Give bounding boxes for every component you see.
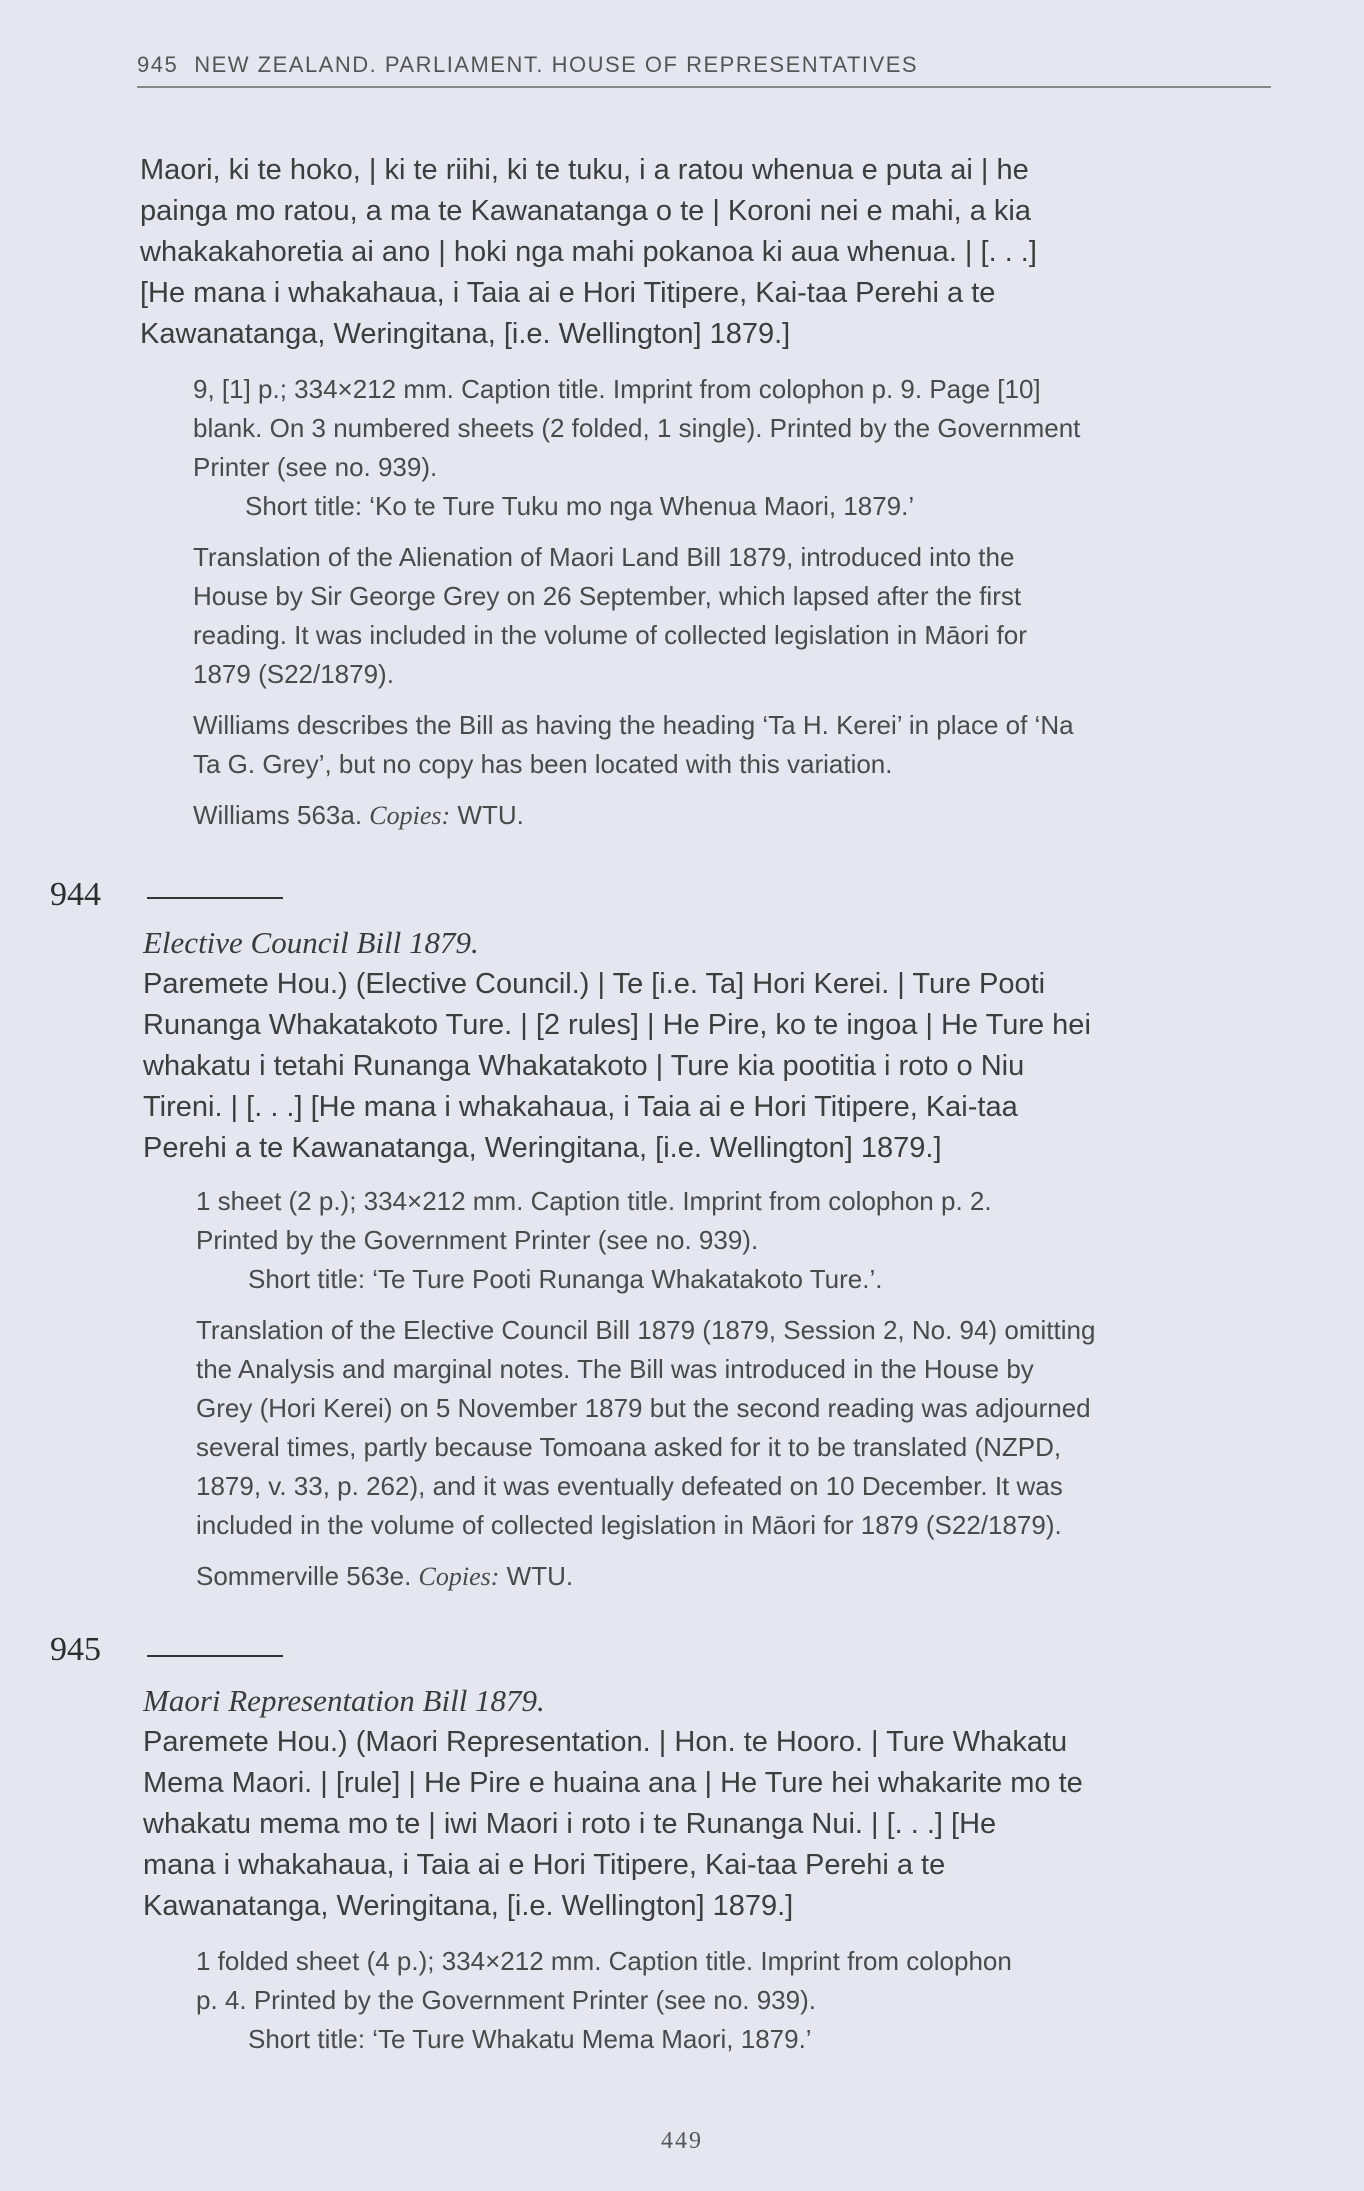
note-line: several times, partly because Tomoana asked for it to be translated (NZPD, — [196, 1432, 1062, 1462]
note-line: 1879 (S22/1879). — [193, 659, 394, 689]
short-title: Short title: ‘Te Ture Pooti Runanga Whakatakoto Ture.’. — [248, 1264, 883, 1294]
note-line: reading. It was included in the volume of collected legislation in Māori for — [193, 620, 1027, 650]
body-line: whakatu mema mo te | iwi Maori i roto i te Runanga Nui. | [. . .] [He — [143, 1808, 997, 1840]
collation-line: p. 4. Printed by the Government Printer (see no. 939). — [196, 1985, 816, 2015]
entry-rule — [147, 897, 283, 899]
body-line: Paremete Hou.) (Maori Representation. | Hon. te Hooro. | Ture Whakatu — [143, 1726, 1068, 1758]
body-line: [He mana i whakahaua, i Taia ai e Hori Titipere, Kai-taa Perehi a te — [140, 277, 996, 309]
body-line: Mema Maori. | [rule] | He Pire e huaina ana | He Ture hei whakarite mo te — [143, 1767, 1083, 1799]
note-line: included in the volume of collected legislation in Māori for 1879 (S22/1879). — [196, 1510, 1062, 1540]
entry-945-body — [143, 1722, 1273, 1927]
entry-945-notes — [196, 1942, 1276, 2059]
body-line: Runanga Whakatakoto Ture. | [2 rules] | He Pire, ko te ingoa | He Ture hei — [143, 1009, 1091, 1041]
collation — [196, 1182, 1276, 1260]
entry-rule — [147, 1655, 283, 1657]
note-line: Translation of the Alienation of Maori Land Bill 1879, introduced into the — [193, 542, 1015, 572]
body-line: whakatu i tetahi Runanga Whakatakoto | Ture kia pootitia i roto o Niu — [143, 1050, 1025, 1082]
reference: Williams 563a. — [193, 800, 363, 830]
entry-944-notes — [196, 1182, 1276, 1596]
entry-944 — [143, 922, 1273, 1169]
body-line: Kawanatanga, Weringitana, [i.e. Wellington] 1879.] — [143, 1890, 794, 1922]
running-head-page-number: 945 — [137, 52, 179, 77]
copies-value: WTU. — [457, 800, 524, 830]
body-line: Tireni. | [. . .] [He mana i whakahaua, i Taia ai e Hori Titipere, Kai-taa — [143, 1091, 1018, 1123]
collation-line: 1 sheet (2 p.); 334×212 mm. Caption title. Imprint from colophon p. 2. — [196, 1186, 992, 1216]
running-head — [137, 52, 1271, 88]
note-line: Williams describes the Bill as having the heading ‘Ta H. Kerei’ in place of ‘Na — [193, 710, 1074, 740]
body-line: Paremete Hou.) (Elective Council.) | Te [i.e. Ta] Hori Kerei. | Ture Pooti — [143, 968, 1046, 1000]
copies-label: Copies: — [369, 801, 451, 830]
entry-943-continuation — [140, 150, 1270, 355]
reference: Sommerville 563e. — [196, 1561, 412, 1591]
running-head-title: NEW ZEALAND. PARLIAMENT. HOUSE OF REPRESENTATIVES — [194, 52, 919, 77]
note-paragraph — [193, 706, 1273, 784]
note-paragraph — [196, 1311, 1276, 1545]
entry-title: Elective Council Bill 1879. — [143, 925, 479, 960]
entry-number-944: 944 — [50, 876, 101, 913]
note-line: House by Sir George Grey on 26 September, which lapsed after the first — [193, 581, 1022, 611]
copies-label: Copies: — [418, 1562, 500, 1591]
body-line: Maori, ki te hoko, | ki te riihi, ki te tuku, i a ratou whenua e puta ai | he — [140, 154, 1029, 186]
entry-943-body — [140, 150, 1270, 355]
note-paragraph — [193, 538, 1273, 694]
note-line: Ta G. Grey’, but no copy has been located with this variation. — [193, 749, 893, 779]
body-line: Perehi a te Kawanatanga, Weringitana, [i.e. Wellington] 1879.] — [143, 1132, 942, 1164]
references — [193, 796, 1273, 835]
short-title: Short title: ‘Ko te Ture Tuku mo nga Whenua Maori, 1879.’ — [245, 491, 915, 521]
note-line: Grey (Hori Kerei) on 5 November 1879 but the second reading was adjourned — [196, 1393, 1091, 1423]
collation-line: Printer (see no. 939). — [193, 452, 438, 482]
body-line: Kawanatanga, Weringitana, [i.e. Wellington] 1879.] — [140, 318, 791, 350]
collation — [196, 1942, 1276, 2020]
body-line: painga mo ratou, a ma te Kawanatanga o te | Koroni nei e mahi, a kia — [140, 195, 1031, 227]
page-folio: 449 — [661, 2128, 703, 2154]
collation — [193, 370, 1273, 487]
body-line: whakakahoretia ai ano | hoki nga mahi pokanoa ki aua whenua. | [. . .] — [140, 236, 1037, 268]
collation-line: Printed by the Government Printer (see no. 939). — [196, 1225, 759, 1255]
collation-line: 9, [1] p.; 334×212 mm. Caption title. Imprint from colophon p. 9. Page [10] — [193, 374, 1041, 404]
note-line: 1879, v. 33, p. 262), and it was eventually defeated on 10 December. It was — [196, 1471, 1063, 1501]
entry-title: Maori Representation Bill 1879. — [143, 1683, 545, 1718]
body-line: mana i whakahaua, i Taia ai e Hori Titipere, Kai-taa Perehi a te — [143, 1849, 946, 1881]
entry-number-945: 945 — [50, 1631, 101, 1668]
collation-line: 1 folded sheet (4 p.); 334×212 mm. Caption title. Imprint from colophon — [196, 1946, 1012, 1976]
entry-944-body — [143, 964, 1273, 1169]
short-title: Short title: ‘Te Ture Whakatu Mema Maori, 1879.’ — [248, 2024, 812, 2054]
note-line: the Analysis and marginal notes. The Bill was introduced in the House by — [196, 1354, 1034, 1384]
note-line: Translation of the Elective Council Bill 1879 (1879, Session 2, No. 94) omitting — [196, 1315, 1096, 1345]
entry-943-notes — [193, 370, 1273, 835]
copies-value: WTU. — [506, 1561, 574, 1591]
entry-945 — [143, 1680, 1273, 1927]
references — [196, 1557, 1276, 1596]
collation-line: blank. On 3 numbered sheets (2 folded, 1 single). Printed by the Government — [193, 413, 1081, 443]
